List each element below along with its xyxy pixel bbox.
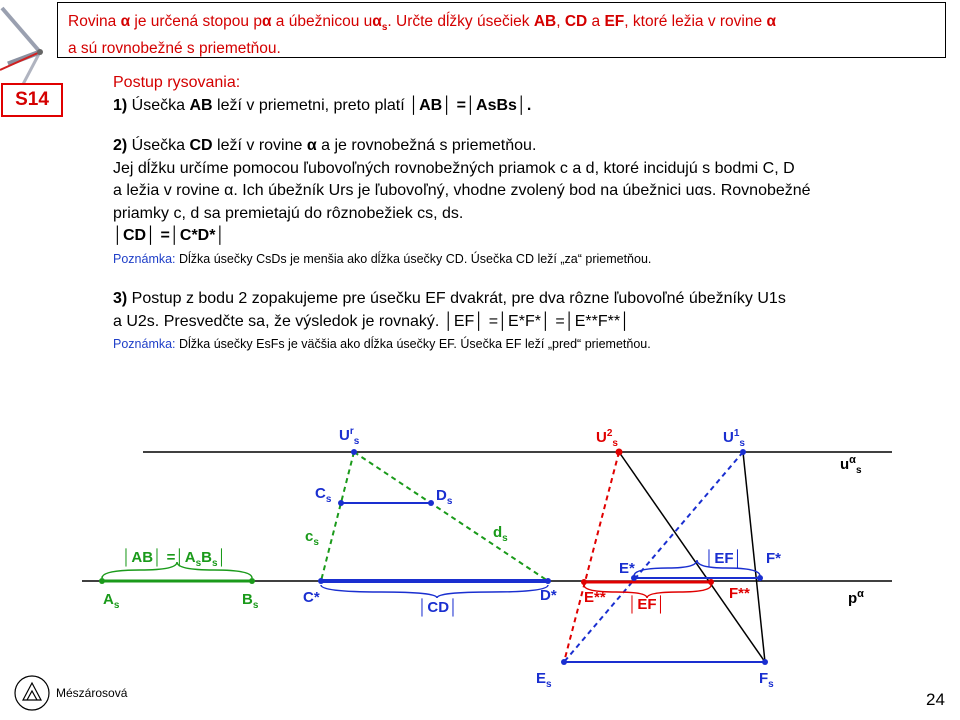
label-cstar: C* <box>303 589 320 606</box>
label-as: $A_s$ <box>103 591 120 611</box>
step-2: 2) Úsečka CD leží v rovine α a je rovnobežná s priemetňou. <box>113 137 537 154</box>
label-ur: $U^r_s$ <box>339 426 360 447</box>
label-dstar: D* <box>540 587 557 604</box>
label-fs: $F_s$ <box>759 670 774 690</box>
label-estar: E* <box>619 560 635 577</box>
point-u2 <box>616 449 623 456</box>
label-u1: $U^1_s$ <box>723 428 745 449</box>
point-fs <box>762 659 768 665</box>
label-ef-top: │EF│ <box>705 550 743 567</box>
point-cstar <box>318 578 324 584</box>
point-ur <box>351 449 357 455</box>
author-name: Mészárosová <box>56 686 128 700</box>
point-ds <box>428 500 434 506</box>
author-logo-icon <box>13 674 51 712</box>
slide-tag: S14 <box>1 83 63 117</box>
point-u1 <box>740 449 746 455</box>
step-1: 1) Úsečka AB leží v priemetni, preto platí │AB│ =│AsBs│. <box>113 96 532 114</box>
point-cs <box>338 500 344 506</box>
point-dstar <box>545 578 551 584</box>
point-es <box>561 659 567 665</box>
point-e2star <box>581 579 587 585</box>
task-box: Rovina α je určená stopou pα a úbežnicou $u\alpha_s$. Určte dĺžky úsečiek AB, CD a EF, ktoré ležia v rovine α a sú rovnobežné s priemetňou. <box>57 2 946 58</box>
label-c-line: $c_s$ <box>305 528 319 548</box>
label-e2star: E** <box>584 589 606 606</box>
line-ds <box>354 452 548 581</box>
note-2: Poznámka: Dĺžka úsečky EsFs je väčšia ako dĺžka úsečky EF. Úsečka EF leží „pred“ priemetňou. <box>113 337 651 351</box>
step-2-line-2: Jej dĺžku určíme pomocou ľubovoľných rovnobežných priamok c a d, ktoré incidujú s bodmi C, D <box>113 159 795 177</box>
label-fstar: F* <box>766 550 781 567</box>
procedure-heading: Postup rysovania: <box>113 74 241 91</box>
label-ef-bottom: │EF│ <box>628 596 666 613</box>
label-cs: $C_s$ <box>315 485 332 505</box>
label-f2star: F** <box>729 585 750 602</box>
label-ds: $D_s$ <box>436 487 453 507</box>
step-3: 3) Postup z bodu 2 zopakujeme pre úsečku EF dvakrát, pre dva rôzne ľubovoľné úbežníky U1s <box>113 290 786 307</box>
step-2-line-4: priamky c, d sa premietajú do rôznobežiek cs, ds. <box>113 204 464 222</box>
label-u2: $U^2_s$ <box>596 428 618 449</box>
label-cd-length: │CD│ <box>418 599 459 616</box>
label-bs: $B_s$ <box>242 591 259 611</box>
point-fstar <box>757 575 763 581</box>
step-2-line-3: a ležia v rovine α. Ich úbežník Urs je ľubovoľný, vhodne zvolený bod na úbežnici uαs. Rovnobežné <box>113 182 811 199</box>
page-number: 24 <box>926 690 945 709</box>
label-es: $E_s$ <box>536 670 552 690</box>
step-3-line-2: a U2s. Presvedčte sa, že výsledok je rovnaký. │EF│ =│E*F*│ =│E**F**│ <box>113 312 631 330</box>
note-1: Poznámka: Dĺžka úsečky CsDs je menšia ako dĺžka úsečky CD. Úsečka CD leží „za“ priemetňou. <box>113 251 652 266</box>
label-ab-equation: │AB│ $=│A_sB_s│$ <box>122 549 227 569</box>
point-bs <box>249 578 255 584</box>
step-2-equation: │CD│ =│C*D*│ <box>113 227 226 244</box>
line-cs <box>321 452 354 581</box>
label-p-alpha: $p^\alpha$ <box>848 588 864 607</box>
label-u-alpha: $u^\alpha_s$ <box>840 454 862 476</box>
point-f2star <box>708 579 714 585</box>
point-as <box>99 578 105 584</box>
label-d-line: $d_s$ <box>493 524 508 544</box>
line-u2-fs <box>619 452 765 662</box>
line-u1-fs <box>743 452 765 662</box>
cd-brace <box>321 585 548 598</box>
